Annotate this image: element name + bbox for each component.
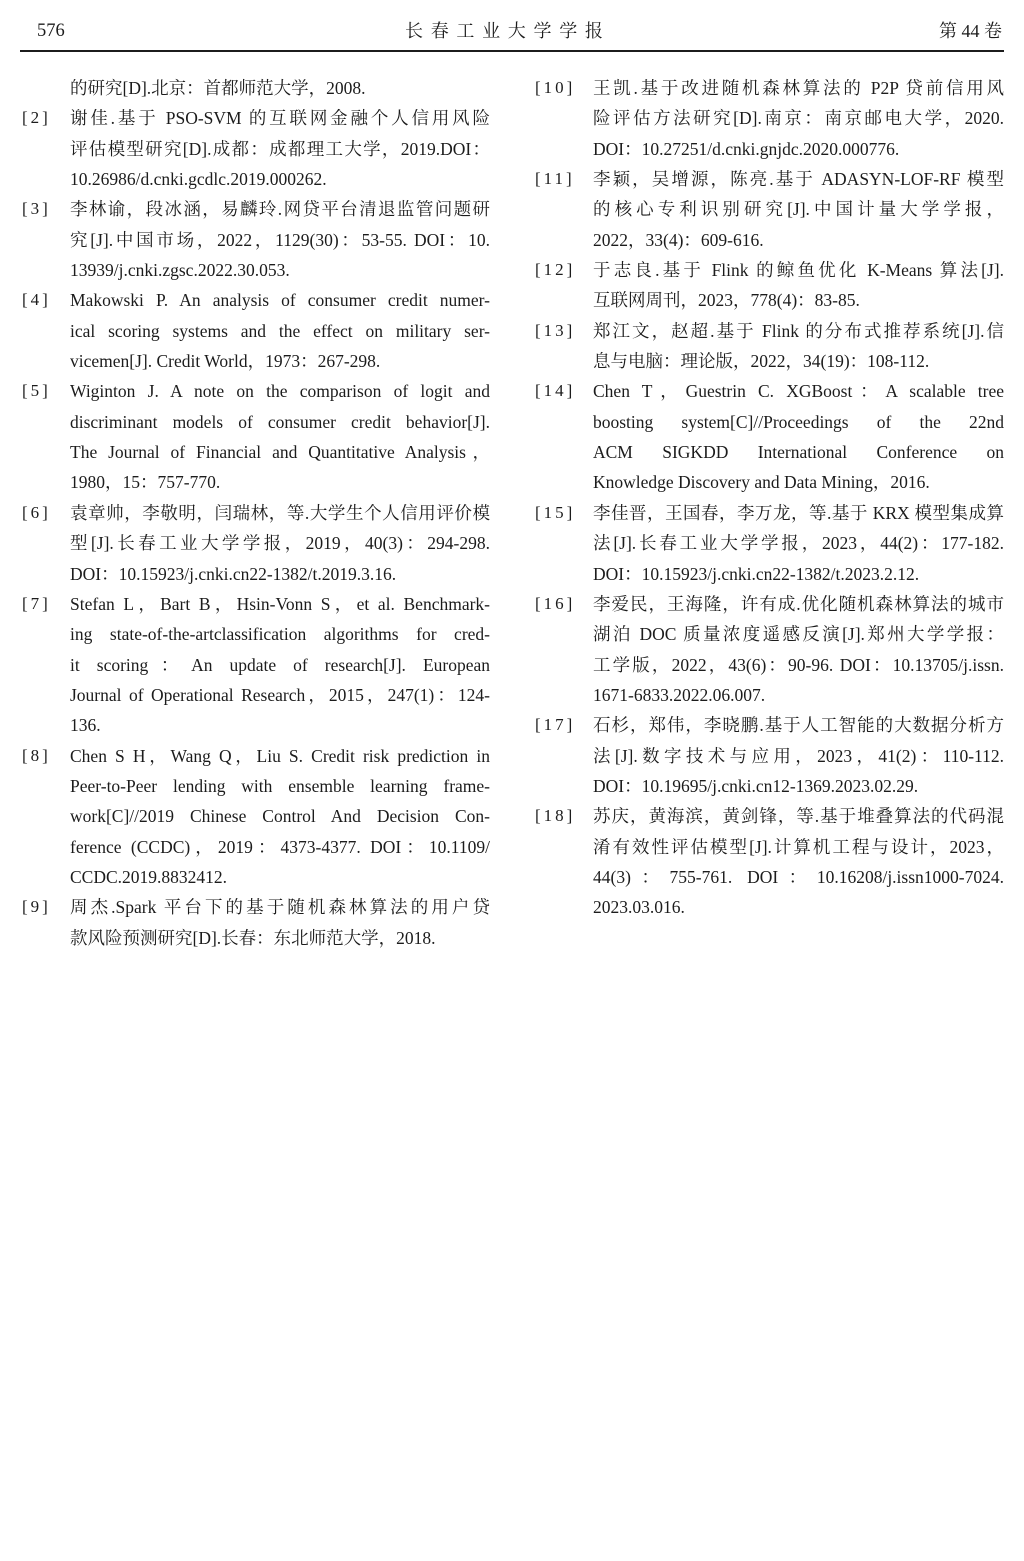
reference-text-line: 石杉，郑伟，李晓鹏.基于人工智能的大数据分析方 [593,715,1004,736]
reference-entry [535,589,1004,710]
reference-text-line: 苏庆，黄海滨，黄剑锋，等.基于堆叠算法的代码混 [593,806,1004,827]
reference-entry [22,498,490,589]
reference-text-line: CCDC.2019.8832412. [70,866,228,887]
reference-text-line: 13939/j.cnki.zgsc.2022.30.053. [70,260,290,281]
reference-text-line: 于志良.基于 Flink 的鲸鱼优化 K-Means 算法[J]. [593,260,1004,281]
reference-text-line: Peer-to-Peer lending with ensemble learning frame- [70,775,490,796]
reference-text-line: Makowski P. An analysis of consumer credit numer- [70,290,490,311]
reference-text-line: 淆有效性评估模型[J].计算机工程与设计，2023， [593,836,1004,857]
reference-number: [15] [535,502,576,522]
reference-text-line: 谢佳.基于 PSO-SVM 的互联网金融个人信用风险 [70,108,490,129]
reference-text-line: Stefan L，Bart B，Hsin-Vonn S，et al. Benchmark- [70,593,490,614]
reference-entry [535,316,1004,377]
reference-text-line: 王凯.基于改进随机森林算法的 P2P 贷前信用风 [593,78,1004,98]
reference-text-line: 136. [70,715,101,736]
reference-entry [535,498,1004,589]
reference-number: [6] [22,502,51,522]
reference-number: [7] [22,593,51,613]
reference-number: [2] [22,108,51,128]
reference-text-line: 互联网周刊，2023，778(4)：83-85. [593,290,860,311]
reference-text-line: DOI：10.15923/j.cnki.cn22-1382/t.2019.3.16. [70,563,397,584]
reference-text-line: DOI：10.15923/j.cnki.cn22-1382/t.2023.2.12. [593,563,920,584]
reference-text-line: 李颖，吴增源，陈亮.基于 ADASYN-LOF-RF 模型 [593,169,1004,190]
reference-text-line: 10.26986/d.cnki.gcdlc.2019.000262. [70,169,327,190]
reference-text-line: ference (CCDC)，2019：4373-4377. DOI：10.1109/ [70,836,490,857]
reference-text-line: 湖泊 DOC 质量浓度遥感反演[J].郑州大学学报： [593,624,1004,645]
reference-text-line: 法[J].长春工业大学学报，2023，44(2)：177-182. [593,533,1004,554]
reference-text-line: 的核心专利识别研究[J].中国计量大学学报， [593,199,1004,220]
reference-text-line: 1980，15：757-770. [70,472,221,493]
reference-text-line: 李林谕，段冰涵，易麟玲.网贷平台清退监管问题研 [70,199,490,220]
running-header [0,17,1024,45]
reference-text-line: 1671-6833.2022.06.007. [593,684,766,705]
reference-text-line: 2023.03.016. [593,897,685,918]
reference-text-line: 李爱民，王海隆，许有成.优化随机森林算法的城市 [593,593,1004,614]
reference-entry [22,741,490,893]
reference-entry [22,376,490,497]
reference-number: [5] [22,381,51,401]
reference-entry [535,73,1004,164]
reference-text-line: 评估模型研究[D].成都：成都理工大学，2019.DOI： [70,138,490,159]
reference-number: [12] [535,260,576,280]
reference-text-line: boosting system[C]//Proceedings of the 22nd [593,411,1004,432]
reference-number: [10] [535,78,576,97]
reference-text-line: Journal of Operational Research，2015，247(1)：124- [70,684,490,705]
journal-title: 长春工业大学学报 [405,21,611,41]
reference-number: [4] [22,290,51,310]
reference-text-line: it scoring：An update of research[J]. European [70,654,490,675]
reference-text-line: DOI：10.27251/d.cnki.gnjdc.2020.000776. [593,138,900,159]
reference-entry [22,103,490,194]
reference-number: [11] [535,169,575,189]
reference-text-line: work[C]//2019 Chinese Control And Decision Con- [70,806,490,827]
reference-continuation [70,73,490,103]
reference-text-line: 究[J].中国市场，2022，1129(30)：53-55. DOI：10. [70,229,490,250]
references-left-column [22,73,490,953]
volume-label: 第 44 卷 [939,21,1002,41]
reference-text-line: Wiginton J. A note on the comparison of logit and [70,381,490,402]
header-rule [20,50,1004,52]
reference-text-line: 款风险预测研究[D].长春：东北师范大学，2018. [70,927,436,948]
reference-text-line: 袁章帅，李敬明，闫瑞林，等.大学生个人信用评价模 [70,502,490,523]
reference-text-line: The Journal of Financial and Quantitative Analysis， [70,442,490,463]
reference-entry [22,285,490,376]
reference-text-line: 李佳晋，王国春，李万龙，等.基于 KRX 模型集成算 [593,502,1004,523]
reference-text-line: Knowledge Discovery and Data Mining，2016. [593,472,930,493]
reference-text-line: 工学版，2022，43(6)：90-96. DOI：10.13705/j.issn. [593,654,1004,675]
reference-text-line: 险评估方法研究[D].南京：南京邮电大学，2020. [593,108,1004,129]
reference-number: [16] [535,593,576,613]
reference-text-line: ACM SIGKDD International Conference on [593,442,1004,463]
reference-entry [22,194,490,285]
reference-number: [14] [535,381,576,401]
reference-text-line: 型[J].长春工业大学学报，2019，40(3)：294-298. [70,533,490,554]
reference-text-line: Chen S H，Wang Q，Liu S. Credit risk prediction in [70,745,490,766]
reference-text-line: 44(3)：755-761. DOI：10.16208/j.issn1000-7024. [593,866,1004,887]
reference-number: [18] [535,806,576,826]
reference-number: [13] [535,320,576,340]
reference-text-line: discriminant models of consumer credit behavior[J]. [70,411,490,432]
reference-text-line: 2022，33(4)：609-616. [593,229,764,250]
reference-entry [535,255,1004,316]
reference-text-line: ical scoring systems and the effect on military ser- [70,320,490,341]
reference-number: [9] [22,897,51,917]
reference-entry [535,801,1004,922]
reference-text-line: ing state-of-the-artclassification algorithms for cred- [70,624,490,645]
reference-entry [22,892,490,953]
reference-number: [8] [22,745,51,765]
reference-entry [22,589,490,741]
reference-number: [17] [535,715,576,735]
reference-number: [3] [22,199,51,219]
reference-entry [535,710,1004,801]
reference-text-line: 息与电脑：理论版，2022，34(19)：108-112. [593,351,930,372]
reference-text-line: 郑江文，赵超.基于 Flink 的分布式推荐系统[J].信 [593,320,1004,341]
reference-entry [535,164,1004,255]
references-right-column [535,73,1004,923]
reference-entry [535,376,1004,497]
page-number: 576 [37,21,65,41]
reference-text-line: 的研究[D].北京：首都师范大学，2008. [70,78,366,98]
reference-text-line: 法[J].数字技术与应用，2023，41(2)：110-112. [593,745,1004,766]
reference-text-line: DOI：10.19695/j.cnki.cn12-1369.2023.02.29. [593,775,919,796]
reference-text-line: Chen T，Guestrin C. XGBoost：A scalable tree [593,381,1004,402]
reference-text-line: vicemen[J]. Credit World，1973：267-298. [70,351,381,372]
reference-text-line: 周杰.Spark 平台下的基于随机森林算法的用户贷 [70,897,490,918]
